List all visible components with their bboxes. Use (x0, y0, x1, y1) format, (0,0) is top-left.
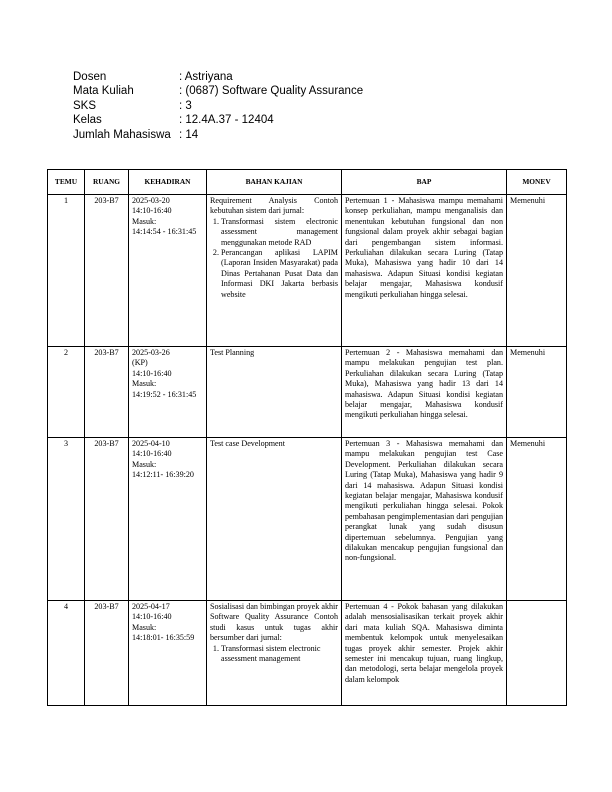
table-row (48, 347, 567, 438)
monev-cell: Memenuhi (507, 195, 567, 347)
course-header (73, 70, 363, 142)
kehadiran-cell (129, 347, 207, 438)
header-row-matkul (73, 84, 363, 98)
kelas-label: Kelas (73, 114, 102, 127)
table-row (48, 195, 567, 347)
list-item: 1. Transformasi sistem electronic assessment management (221, 644, 338, 665)
bap-cell: Pertemuan 4 - Pokok bahasan yang dilakukan adalah mensosialisasikan terkait proyek akhir dari mata kuliah SQA. Mahasiswa diminta membentuk kelompok untuk menyelesaikan tugas proyek akhir semester. Projek akhir semester ini mencakup tujuan, ruang lingkup, dan metodologi, serta belajar mengelola proyek dalam kelompok (342, 601, 507, 706)
attendance-table (47, 169, 567, 706)
dosen-value: : Astriyana (179, 71, 233, 83)
masuk-label: Masuk: (132, 459, 157, 469)
masuk-time: 14:18:01- 16:35:59 (132, 633, 195, 643)
ruang-cell: 203-B7 (85, 438, 129, 601)
date-text: 2025-04-10 (132, 439, 170, 448)
date-text: 2025-04-17 (132, 602, 170, 611)
bahan-kajian-cell (207, 195, 342, 347)
masuk-label: Masuk: (132, 379, 157, 389)
kp-tag: (KP) (132, 358, 148, 368)
masuk-time: 14:14:54 - 16:31:45 (132, 227, 197, 237)
ruang-cell: 203-B7 (85, 601, 129, 706)
temu-cell: 1 (48, 195, 85, 347)
time-text: 14:10-16:40 (132, 368, 172, 378)
masuk-time: 14:19:52 - 16:31:45 (132, 389, 197, 399)
column-header-monev: MONEV (507, 170, 567, 195)
bahan-intro: Requirement Analysis Contoh kebutuhan sistem dari jurnal: (210, 196, 338, 216)
header-row-sks (73, 99, 363, 113)
temu-cell: 4 (48, 601, 85, 706)
masuk-label: Masuk: (132, 622, 157, 632)
list-item: 2. Perancangan aplikasi LAPIM (Laporan Insiden Masyarakat) pada Dinas Pertahanan Pusat Data dan Informasi DKI Jakarta berbasis website (221, 248, 338, 300)
column-header-ruang: RUANG (85, 170, 129, 195)
monev-cell: Memenuhi (507, 347, 567, 438)
time-text: 14:10-16:40 (132, 206, 172, 216)
column-header-temu: TEMU (48, 170, 85, 195)
kehadiran-cell (129, 438, 207, 601)
monev-cell: Memenuhi (507, 438, 567, 601)
table-row (48, 438, 567, 601)
header-row-dosen (73, 70, 363, 84)
sks-label: SKS (73, 99, 97, 112)
column-header-kehadiran: KEHADIRAN (129, 170, 207, 195)
temu-cell: 2 (48, 347, 85, 438)
ruang-cell: 203-B7 (85, 195, 129, 347)
masuk-time: 14:12:11- 16:39:20 (132, 470, 194, 480)
time-text: 14:10-16:40 (132, 449, 172, 459)
header-row-kelas (73, 113, 363, 127)
table-header-row (48, 170, 567, 195)
matkul-label: Mata Kuliah (73, 85, 134, 98)
monev-cell (507, 601, 567, 706)
temu-cell: 3 (48, 438, 85, 601)
jumlah-label: Jumlah Mahasiswa (73, 128, 171, 141)
sks-value: : 3 (179, 99, 192, 112)
matkul-value: : (0687) Software Quality Assurance (179, 85, 364, 98)
bahan-intro: Sosialisasi dan bimbingan proyek akhir Software Quality Assurance Contoh studi kasus untuk tugas akhir bersumber dari jurnal: (210, 602, 338, 643)
ruang-cell: 203-B7 (85, 347, 129, 438)
bahan-list (210, 217, 338, 300)
list-item: 1. Transformasi sistem electronic assessment management menggunakan metode RAD (221, 217, 338, 248)
jumlah-value: : 14 (179, 128, 199, 141)
kelas-value: : 12.4A.37 - 12404 (179, 114, 274, 127)
bahan-list (210, 644, 338, 665)
bap-cell: Pertemuan 2 - Mahasiswa memahami dan mampu melakukan pengujian test plan. Perkuliahan dilakukan secara Luring (Tatap Muka), Mahasiswa yang hadir 13 dari 14 mahasiswa. Adapun Situasi kondisi kegiatan belajar mengajar, Mahasiswa kondusif mengikuti perkuliahan hingga selesai. (342, 347, 507, 438)
date-text: 2025-03-20 (132, 196, 170, 205)
kehadiran-cell (129, 195, 207, 347)
kehadiran-cell (129, 601, 207, 706)
bap-cell: Pertemuan 3 - Mahasiswa memahami dan mampu melakukan pengujian test Case Development. Perkuliahan dilakukan secara Luring (Tatap Muka), Mahasiswa yang hadir 9 dari 14 mahasiswa. Adapun Situasi kondisi kegiatan belajar mengajar, Mahasiswa kondusif mengikuti perkuliahan hingga selesai. Pokok pembahasan pengimplementasian dari pengujian perangkat lunak yang sudah disusun dipertemuan sebelumnya. Pengujian yang dilakukan mencakup pengujian fungsional dan non-fungsional. (342, 438, 507, 601)
bap-cell: Pertemuan 1 - Mahasiswa mampu memahami konsep perkuliahan, mampu menganalisis dan menentukan kebutuhan fungsional dan non fungsional dalam proyek akhir sebagai bagian dari pengembangan sistem informasi. Perkuliahan dilakukan secara Luring (Tatap Muka), Mahasiswa yang hadir 10 dari 14 mahasiswa. Adapun Situasi kondisi kegiatan belajar mengajar, Mahasiswa kondusif mengikuti perkuliahan hingga selesai. (342, 195, 507, 347)
column-header-bahan-kajian: BAHAN KAJIAN (207, 170, 342, 195)
bahan-kajian-cell: Test case Development (207, 438, 342, 601)
masuk-label: Masuk: (132, 216, 157, 226)
header-row-jumlah (73, 128, 363, 142)
dosen-label: Dosen (73, 71, 107, 83)
bahan-kajian-cell (207, 601, 342, 706)
date-text: 2025-03-26 (132, 348, 170, 357)
time-text: 14:10-16:40 (132, 612, 172, 622)
bahan-kajian-cell: Test Planning (207, 347, 342, 438)
table-row (48, 601, 567, 706)
column-header-bap: BAP (342, 170, 507, 195)
